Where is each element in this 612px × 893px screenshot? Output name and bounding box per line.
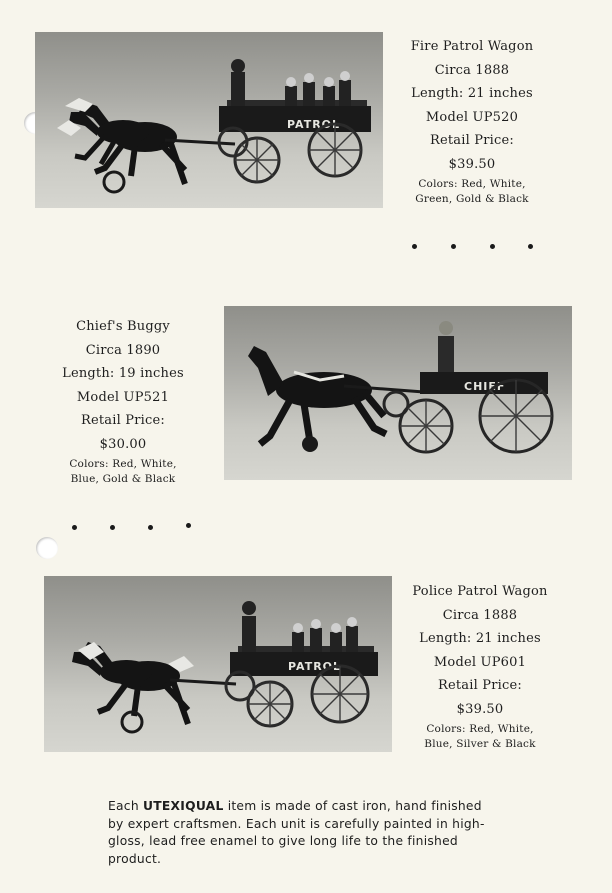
item-name: Chief's Buggy — [76, 319, 170, 334]
fire-patrol-wagon-details — [398, 35, 546, 205]
divider-dot — [148, 525, 153, 530]
police-patrol-wagon-photo — [44, 576, 392, 752]
item-model: Model UP601 — [433, 654, 527, 670]
item-name: Police Patrol Wagon — [412, 584, 548, 599]
footer-description — [108, 798, 518, 868]
footer-line1-rest: item is made of cast iron, hand finished — [223, 799, 482, 813]
item-colors-line1: Colors: Red, White, — [69, 458, 177, 470]
chiefs-buggy-details — [58, 315, 188, 485]
footer-line1 — [108, 798, 518, 816]
footer-line3: gloss, lead free enamel to give long life to the finished — [108, 834, 458, 848]
item-circa: Circa 1888 — [434, 62, 510, 78]
footer-line4: product. — [108, 851, 162, 866]
divider-dot — [186, 523, 191, 528]
footer-line2: by expert craftsmen. Each unit is carefully painted in high- — [108, 816, 485, 831]
item-name: Fire Patrol Wagon — [410, 39, 534, 54]
divider-dot — [528, 244, 533, 249]
item-colors-line1: Colors: Red, White, — [426, 723, 534, 735]
item-colors-line1: Colors: Red, White, — [418, 178, 526, 190]
divider-dot — [451, 244, 456, 249]
divider-dot — [412, 244, 417, 249]
fire-patrol-wagon-photo — [35, 32, 383, 208]
chiefs-buggy-photo — [224, 306, 572, 480]
wagon-side-lettering: PATROL — [287, 118, 341, 131]
divider-dot — [490, 244, 495, 249]
item-length: Length: 21 inches — [411, 86, 533, 101]
brand-name: UTEXIQUAL — [143, 799, 224, 813]
punch-hole-middle — [36, 537, 58, 559]
item-model: Model UP520 — [425, 109, 519, 125]
item-price: $39.50 — [456, 701, 504, 717]
item-price: $30.00 — [99, 436, 147, 452]
item-model: Model UP521 — [76, 389, 170, 405]
buggy-side-lettering: CHIEF — [464, 380, 506, 393]
item-price-label: Retail Price: — [430, 133, 514, 148]
item-colors-line2: Green, Gold & Black — [415, 192, 529, 205]
wagon-side-lettering: PATROL — [288, 660, 342, 673]
divider-dot — [110, 525, 115, 530]
item-length: Length: 19 inches — [62, 366, 184, 381]
item-length: Length: 21 inches — [419, 631, 541, 646]
item-colors-line2: Blue, Silver & Black — [424, 737, 536, 750]
item-colors-line2: Blue, Gold & Black — [70, 472, 176, 485]
divider-dot — [72, 525, 77, 530]
item-circa: Circa 1888 — [442, 607, 518, 623]
item-price-label: Retail Price: — [438, 678, 522, 693]
item-price: $39.50 — [448, 156, 496, 172]
footer-lead: Each — [108, 799, 144, 813]
item-circa: Circa 1890 — [85, 342, 161, 358]
police-patrol-wagon-details — [402, 580, 558, 750]
item-price-label: Retail Price: — [81, 413, 165, 428]
